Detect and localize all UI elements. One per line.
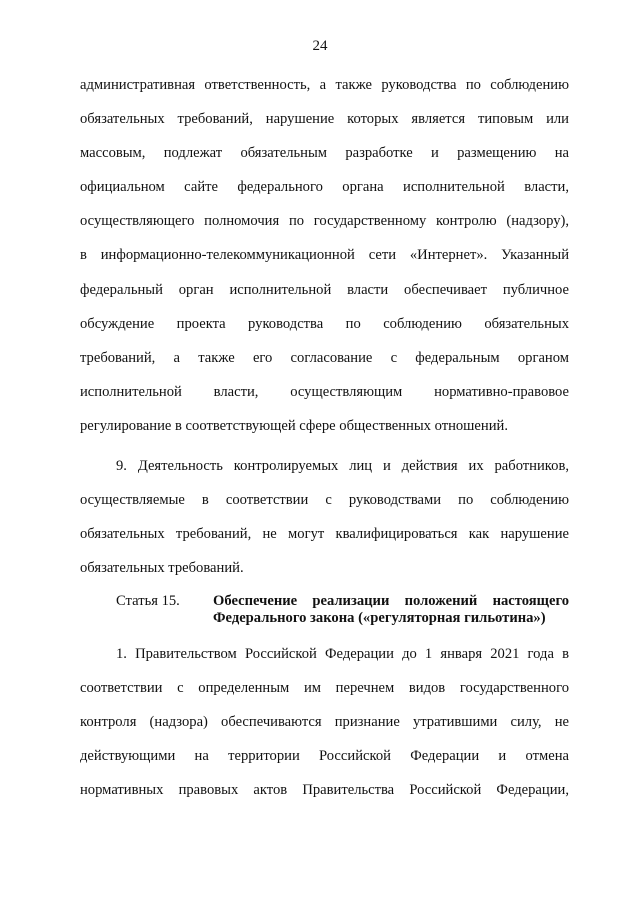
text-line: обязательных требований. [80, 560, 244, 577]
paragraph-continued [80, 68, 569, 443]
text-line: действующими на территории Российской Федерации и отмена [80, 748, 569, 765]
text-line: в информационно-телекоммуникационной сети «Интернет». Указанный [80, 247, 569, 264]
paragraph-9 [80, 449, 569, 585]
text-line: массовым, подлежат обязательным разработке и размещению на [80, 145, 569, 162]
text-line: административная ответственность, а также руководства по соблюдению [80, 77, 569, 93]
article-title-line: Федерального закона («регуляторная гильотина») [213, 610, 546, 626]
text-line: требований, а также его согласование с федеральным органом [80, 349, 569, 366]
text-line: 9. Деятельность контролируемых лиц и действия их работников, [116, 458, 569, 474]
text-line: осуществляемые в соответствии с руководствами по соблюдению [80, 492, 569, 509]
text-line: федеральный орган исполнительной власти обеспечивает публичное [80, 281, 569, 298]
text-line: официальном сайте федерального органа исполнительной власти, [80, 179, 569, 196]
page-number: 24 [312, 38, 328, 54]
text-line: обязательных требований, нарушение которых является типовым или [80, 111, 569, 128]
text-line: обсуждение проекта руководства по соблюдению обязательных [80, 315, 569, 332]
text-line: нормативных правовых актов Правительства Российской Федерации, [80, 782, 569, 799]
paragraph-1 [80, 637, 569, 807]
text-line: исполнительной власти, осуществляющим нормативно-правовое [80, 383, 569, 400]
article-title [213, 593, 569, 627]
text-line: соответствии с определенным им перечнем видов государственного [80, 680, 569, 697]
article-label: Статья 15. [116, 593, 180, 609]
article-title-line: Обеспечение реализации положений настоящего [213, 593, 569, 609]
text-line: 1. Правительством Российской Федерации до 1 января 2021 года в [116, 646, 569, 662]
text-line: осуществляющего полномочия по государственному контролю (надзору), [80, 213, 569, 230]
text-line: контроля (надзора) обеспечиваются признание утратившими силу, не [80, 714, 569, 731]
text-line: обязательных требований, не могут квалифицироваться как нарушение [80, 526, 569, 543]
text-line: регулирование в соответствующей сфере общественных отношений. [80, 417, 508, 434]
